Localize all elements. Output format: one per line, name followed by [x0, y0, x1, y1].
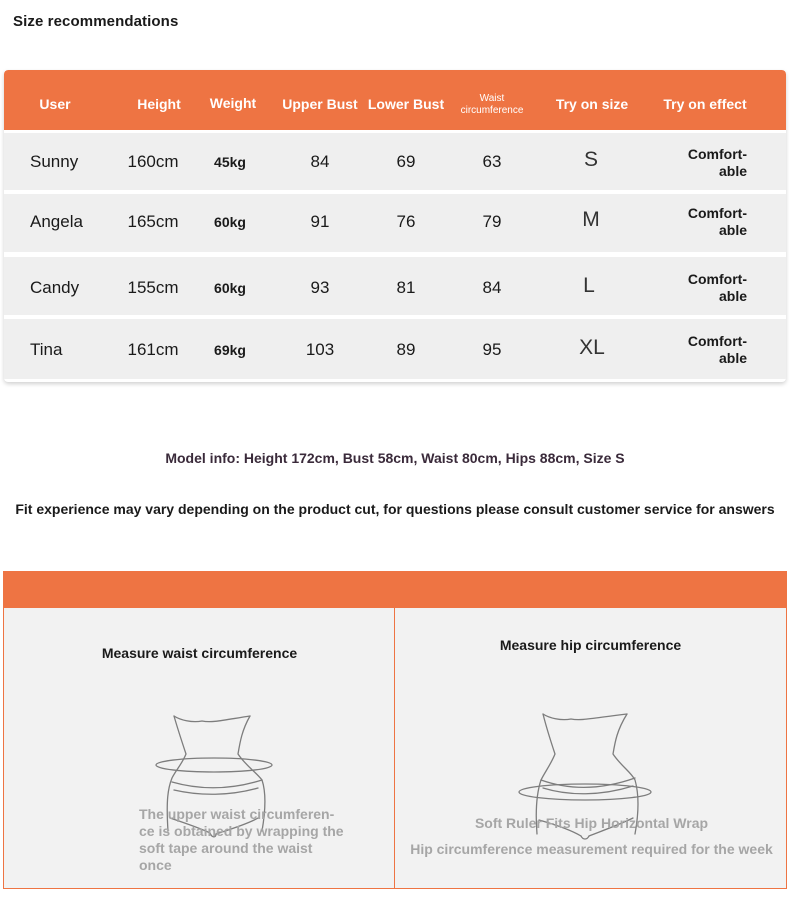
header-waist-line1: Waist: [479, 93, 505, 104]
cell-weight: 60kg: [214, 214, 246, 230]
cell-effect: [688, 333, 747, 367]
cell-effect-line2: able: [718, 163, 747, 179]
header-lower-bust: Lower Bust: [367, 96, 445, 112]
cell-waist: 95: [482, 340, 502, 359]
header-height: Height: [137, 96, 181, 112]
measure-header-bar: [3, 571, 787, 608]
cell-waist: 79: [482, 212, 502, 231]
cell-user: Angela: [30, 212, 83, 231]
cell-user: Candy: [30, 278, 80, 297]
page-title: Size recommendations: [13, 13, 179, 30]
cell-weight: 69kg: [214, 342, 246, 358]
fit-note: Fit experience may vary depending on the product cut, for questions please consult customer service for answers: [15, 501, 775, 517]
table-row: [4, 133, 786, 190]
cell-effect-line2: able: [718, 350, 747, 366]
hip-figure-icon: [395, 668, 788, 808]
cell-upper-bust: 103: [305, 340, 335, 359]
cell-size: M: [582, 208, 600, 231]
table-row: [4, 319, 786, 379]
waist-desc-line: The upper waist circumferen-: [139, 806, 335, 822]
cell-effect-line2: able: [718, 288, 747, 304]
cell-upper-bust: 84: [310, 152, 330, 171]
header-upper-bust: Upper Bust: [282, 96, 358, 112]
cell-effect: [688, 205, 747, 239]
cell-waist: 63: [482, 152, 502, 171]
waist-measure-title: Measure waist circumference: [101, 645, 298, 661]
cell-height: 160cm: [127, 152, 179, 171]
cell-effect: [688, 271, 747, 305]
cell-lower-bust: 89: [396, 340, 416, 359]
waist-figure-icon: [4, 668, 397, 808]
cell-waist: 84: [482, 278, 502, 297]
header-try-on-size: Try on size: [555, 96, 629, 112]
waist-measure-card: [3, 608, 396, 889]
header-weight: Weight: [209, 95, 257, 111]
header-waist: [461, 93, 524, 117]
waist-desc-line: soft tape around the waist: [139, 840, 313, 856]
cell-effect-line2: able: [718, 222, 747, 238]
measure-panel: [3, 571, 787, 891]
header-user: User: [39, 96, 71, 112]
cell-weight: 60kg: [214, 280, 246, 296]
waist-measure-desc: [139, 806, 344, 874]
header-waist-line2: circumference: [460, 105, 524, 116]
table-header: [4, 70, 786, 130]
cell-weight: 45kg: [214, 154, 246, 170]
cell-height: 161cm: [127, 340, 179, 359]
hip-measure-card: [394, 608, 787, 889]
cell-user: Sunny: [30, 152, 79, 171]
cell-upper-bust: 93: [310, 278, 330, 297]
hip-measure-desc-1: Soft Ruler Fits Hip Horizontal Wrap: [474, 815, 709, 831]
cell-effect-line1: Comfort-: [687, 146, 747, 162]
size-table: [4, 70, 786, 382]
cell-size: S: [583, 148, 599, 171]
cell-effect-line1: Comfort-: [687, 205, 747, 221]
waist-desc-line: once: [139, 857, 172, 873]
cell-size: XL: [579, 336, 605, 359]
cell-height: 165cm: [127, 212, 179, 231]
hip-measure-desc-2: Hip circumference measurement required for the week: [410, 841, 773, 857]
cell-effect-line1: Comfort-: [687, 333, 747, 349]
cell-height: 155cm: [127, 278, 179, 297]
cell-effect-line1: Comfort-: [687, 271, 747, 287]
table-row: [4, 194, 786, 252]
header-try-on-effect: Try on effect: [663, 96, 747, 112]
cell-upper-bust: 91: [310, 212, 330, 231]
table-row: [4, 257, 786, 315]
waist-desc-line: ce is obtained by wrapping the: [139, 823, 344, 839]
cell-lower-bust: 76: [396, 212, 416, 231]
cell-lower-bust: 81: [396, 278, 416, 297]
cell-user: Tina: [30, 340, 63, 359]
cell-size: L: [583, 274, 595, 297]
cell-lower-bust: 69: [396, 152, 416, 171]
cell-effect: [688, 146, 747, 180]
model-info: Model info: Height 172cm, Bust 58cm, Waist 80cm, Hips 88cm, Size S: [165, 450, 625, 466]
hip-measure-title: Measure hip circumference: [499, 637, 682, 653]
